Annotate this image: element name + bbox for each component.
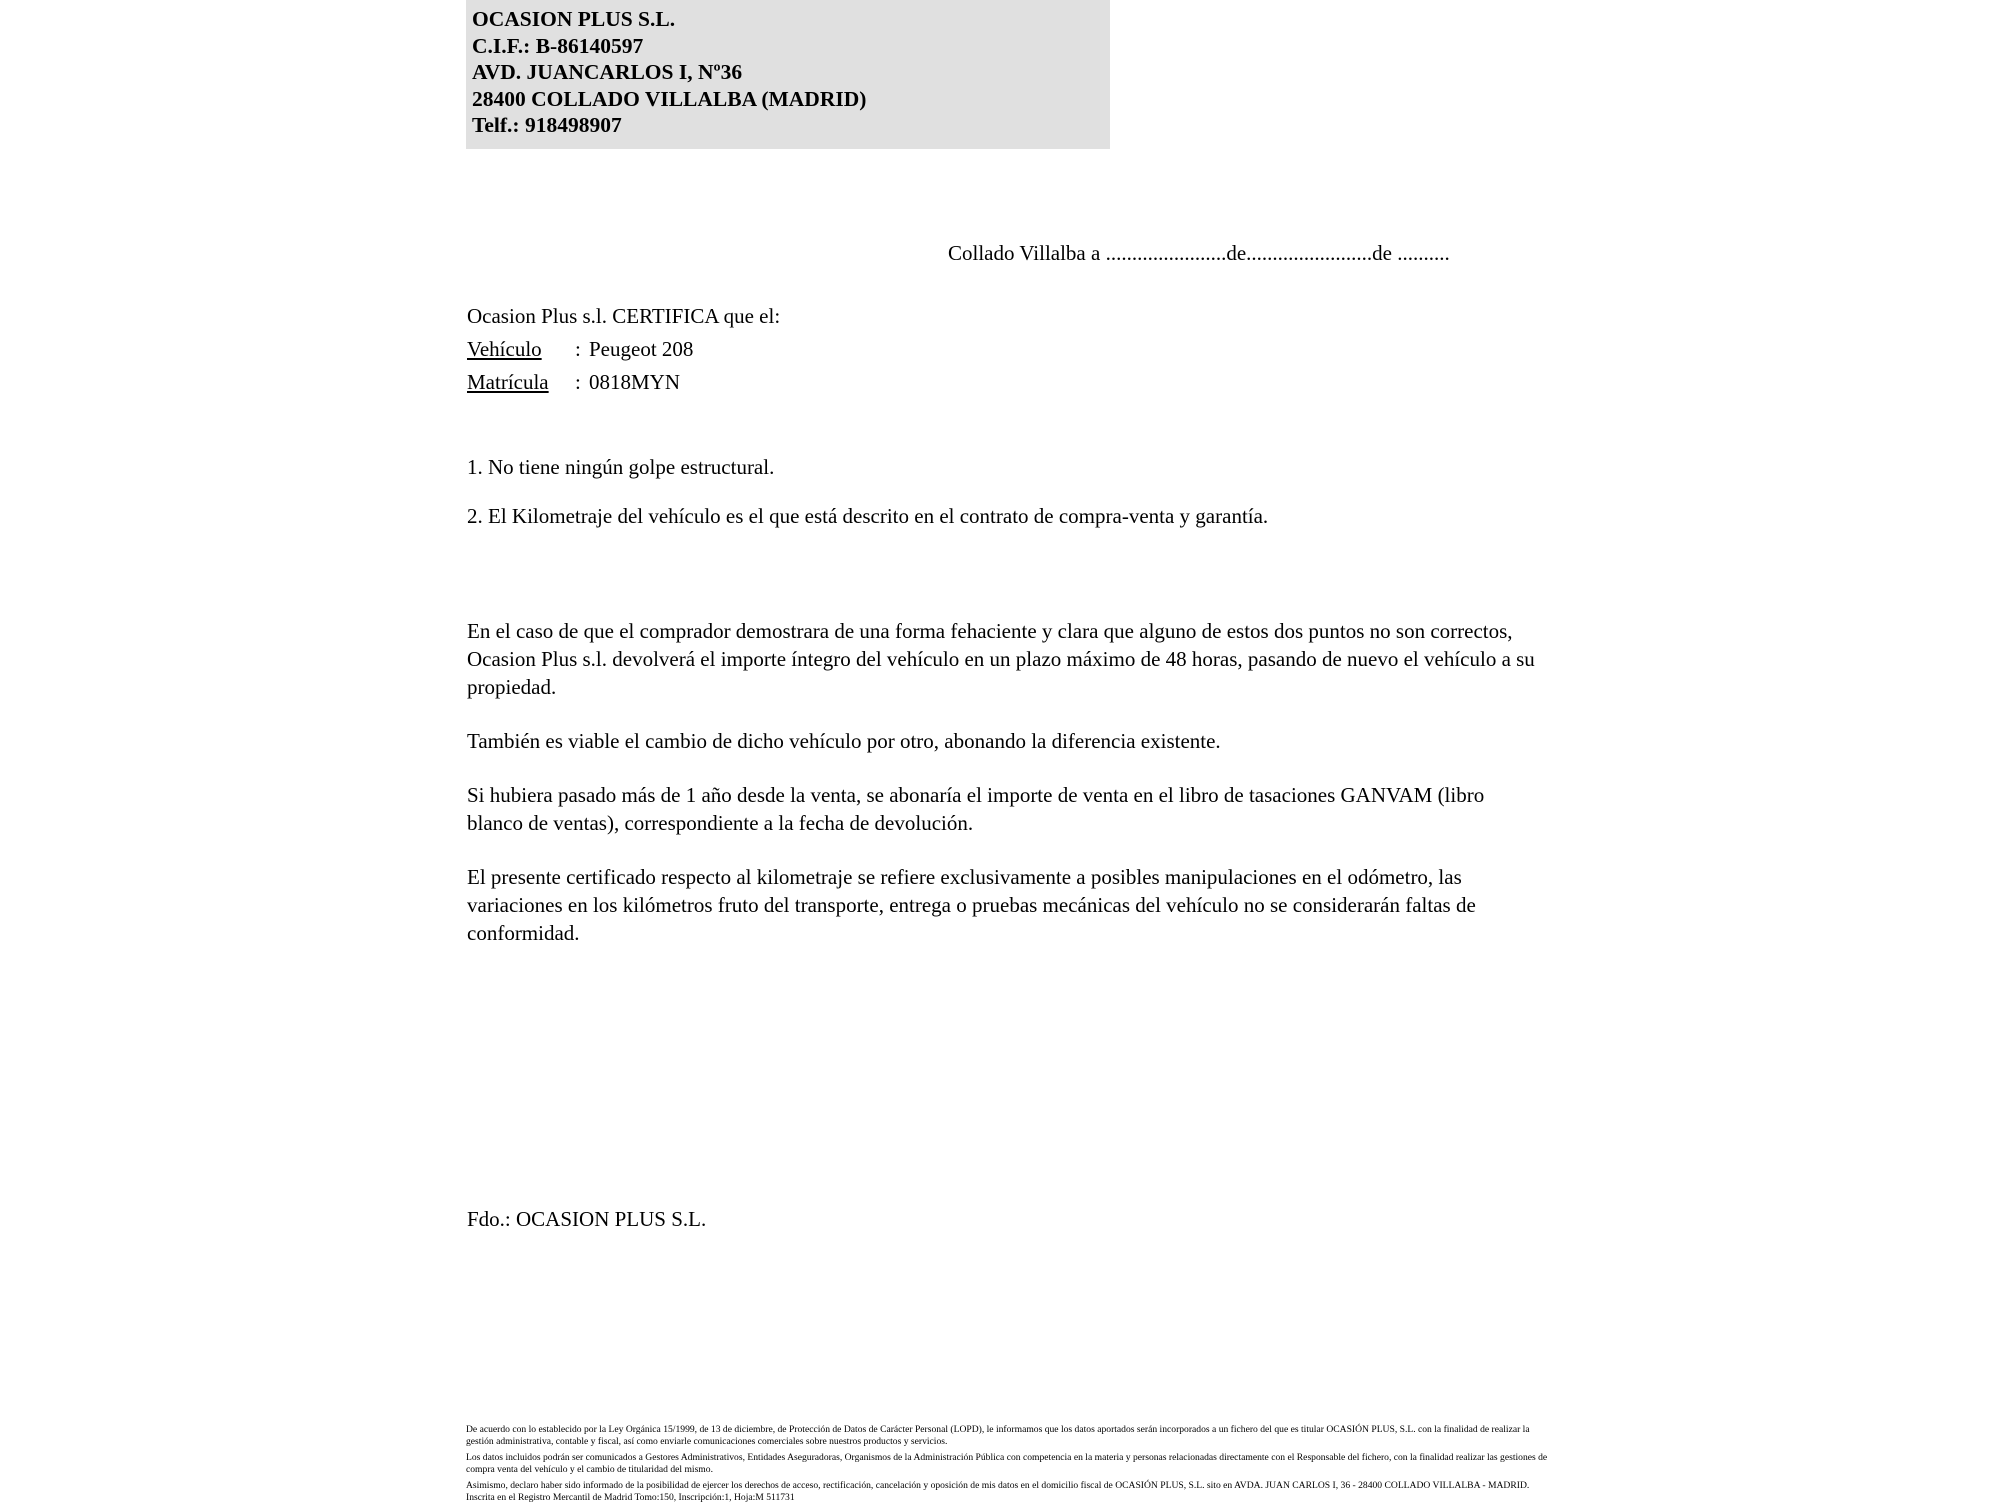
plate-row <box>467 366 780 399</box>
certification-block <box>467 300 780 399</box>
legal-paragraph-2: Los datos incluidos podrán ser comunicados a Gestores Administrativos, Entidades Aseguradoras, Organismos de la Administración Pública con competencia en la materia y personas relacionadas directamente con el Responsable del fichero, con la finalidad realizar las gestiones de compra venta del vehículo y el cambio de titularidad del mismo. <box>466 1452 1548 1475</box>
legal-paragraph-3: Asimismo, declaro haber sido informado de la posibilidad de ejercer los derechos de acceso, rectificación, cancelación y oposición de mis datos en el domicilio fiscal de OCASIÓN PLUS, S.L. sito en AVDA. JUAN CARLOS I, 36 - 28400 COLLADO VILLALBA - MADRID. Inscrita en el Registro Mercantil de Madrid Tomo:150, Inscripción:1, Hoja:M 511731 <box>466 1480 1530 1503</box>
points-list <box>467 455 1268 553</box>
legal-footer <box>466 1424 1556 1504</box>
company-address-city: 28400 COLLADO VILLALBA (MADRID) <box>472 86 867 111</box>
company-phone: Telf.: 918498907 <box>472 113 622 137</box>
point-item-2: 2. El Kilometraje del vehículo es el que está descrito en el contrato de compra-venta y garantía. <box>467 504 1269 528</box>
letterhead-block <box>466 0 1110 149</box>
company-name: OCASION PLUS S.L. <box>472 7 676 31</box>
body-paragraph-2: También es viable el cambio de dicho vehículo por otro, abonando la diferencia existente. <box>467 729 1221 753</box>
vehicle-value: Peugeot 208 <box>589 337 694 361</box>
certification-intro: Ocasion Plus s.l. CERTIFICA que el: <box>467 304 781 328</box>
body-text <box>467 617 1537 973</box>
plate-value: 0818MYN <box>589 370 681 394</box>
company-cif: C.I.F.: B-86140597 <box>472 33 644 58</box>
company-address-street: AVD. JUANCARLOS I, Nº36 <box>472 60 743 84</box>
body-paragraph-3: Si hubiera pasado más de 1 año desde la venta, se abonaría el importe de venta en el libro de tasaciones GANVAM (libro blanco de ventas), correspondiente a la fecha de devolución. <box>467 783 1485 835</box>
vehicle-label: Vehículo <box>467 337 542 361</box>
plate-separator: : <box>575 370 581 394</box>
point-item-1: 1. No tiene ningún golpe estructural. <box>467 455 775 479</box>
vehicle-separator: : <box>575 337 581 361</box>
signature-line: Fdo.: OCASION PLUS S.L. <box>467 1207 707 1231</box>
date-line: Collado Villalba a .......................de........................de .......... <box>948 241 1450 265</box>
plate-label: Matrícula <box>467 370 549 394</box>
vehicle-row <box>467 333 780 366</box>
body-paragraph-1: En el caso de que el comprador demostrara de una forma fehaciente y clara que alguno de estos dos puntos no son correctos, Ocasion Plus s.l. devolverá el importe íntegro del vehículo en un plazo máximo de 48 horas, pasando de nuevo el vehículo a su propiedad. <box>467 619 1535 699</box>
legal-paragraph-1: De acuerdo con lo establecido por la Ley Orgánica 15/1999, de 13 de diciembre, de Protección de Datos de Carácter Personal (LOPD), le informamos que los datos aportados serán incorporados a un fichero del que es titular OCASIÓN PLUS, S.L. con la finalidad de realizar la gestión administrativa, contable y fiscal, así como enviarle comunicaciones comerciales sobre nuestros productos y servicios. <box>466 1424 1530 1447</box>
body-paragraph-4: El presente certificado respecto al kilometraje se refiere exclusivamente a posibles manipulaciones en el odómetro, las variaciones en los kilómetros fruto del transporte, entrega o pruebas mecánicas del vehículo no se considerarán faltas de conformidad. <box>467 865 1476 945</box>
